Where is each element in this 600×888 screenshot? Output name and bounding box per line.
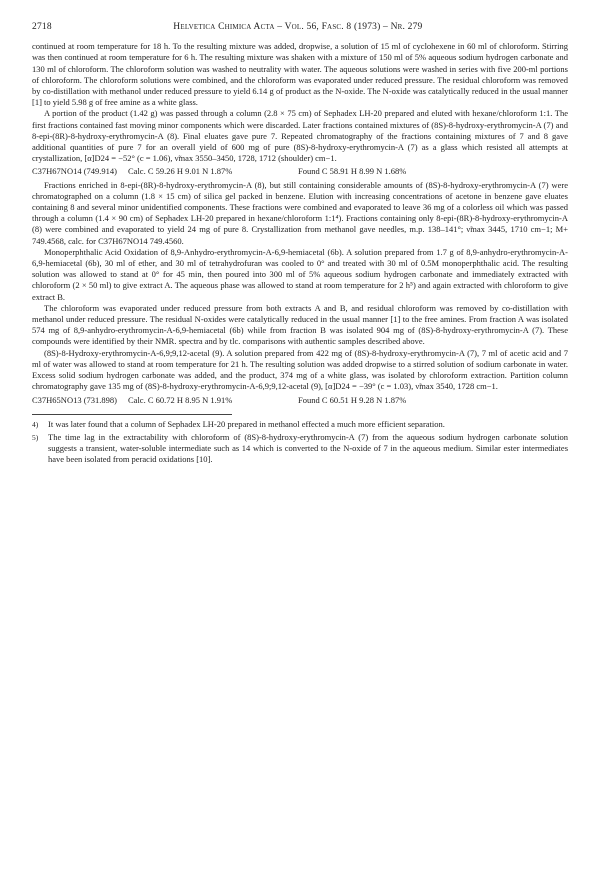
paragraph: The chloroform was evaporated under reduced pressure from both extracts A and B, and residual chloroform was removed by co-distillation with methanol under reduced pressure. The residual N-oxides were catalytically reduced in the usual manner [1] to the free amines. From fraction A was isolated 574 mg of 8,9-anhydro-erythromycin-A-6,9-hemiacetal (6b) while from fraction B was isolated 904 mg of (8S)-8-hydroxy-erythromycin-A (7). These compounds were identified by their NMR. spectra and by tlc. comparisons with authentic samples described above.	[32, 302, 568, 347]
running-header	[32, 22, 568, 33]
page-number: 2718	[32, 22, 52, 32]
elemental-analysis	[32, 166, 568, 177]
elemental-analysis	[32, 395, 568, 406]
paragraph: continued at room temperature for 18 h. To the resulting mixture was added, dropwise, a solution of 15 ml of cyclohexene in 60 ml of chloroform. Stirring was then continued at room temperature for 6 h. The resulting mixture was shaken with a mixture of 150 ml of 5% aqueous sodium hydrogen carbonate and 130 ml of chloroform. The chloroform solution was washed to neutrality with water. The aqueous solutions were washed in series with five 200-ml portions of chloroform. The chloroform solutions were combined, and the chloroform was evaporated under reduced pressure. The residual chloroform was removed by co-distillation with methanol under reduced pressure to yield 6.14 g of product as the N-oxide. The N-oxide was catalytically reduced in the usual manner [1] to yield 5.98 g of free amine as a white glass.	[32, 41, 568, 108]
footnote-divider	[32, 414, 232, 415]
molecular-formula: C37H67NO14 (749.914)	[32, 166, 117, 177]
calculated-values: Calc. C 59.26 H 9.01 N 1.87%	[128, 166, 233, 177]
paragraph: Fractions enriched in 8-epi-(8R)-8-hydroxy-erythromycin-A (8), but still containing considerable amounts of (8S)-8-hydroxy-erythromycin-A (7) were chromatographed on a column (1.8 × 15 cm) of silica gel packed in benzene. Elution with increasing concentrations of acetone in benzene gave eluates containing 8 and several minor unidentified components. These fractions were combined and evaporated to leave 36 mg of a colorless oil which was passed through a column (1.4 × 90 cm) of Sephadex LH-20 prepared in hexane/chloroform 1:1⁴). Fractions containing only 8-epi-(8R)-8-hydroxy-erythromycin-A (8) were combined and evaporated to yield 24 mg of pure 8. Crystallization from methanol gave needles, m.p. 138–141°; ν̃max 3445, 1710 cm−1; M+ 749.4568, calc. for C37H67NO14 749.4560.	[32, 179, 568, 246]
paragraph: A portion of the product (1.42 g) was passed through a column (2.8 × 75 cm) of Sephadex LH-20 prepared and eluted with hexane/chloroform 1:1. The first fractions contained fast moving minor components which were discarded. Later fractions contained mixtures of (8S)-8-hydroxy-erythromycin-A (7) and 8-epi-(8R)-8-hydroxy-erythromycin-A (8). Final eluates gave pure 7. Repeated chromatography of the fractions containing mixtures of 7 and 8 gave additional quantities of pure 7 for an overall yield of 600 mg of pure (8S)-8-hydroxy-erythromycin-A (7) as a glass which resisted all attempts at crystallization, [α]D24 = −52° (c = 1.06), ν̃max 3550–3450, 1728, 1712 (shoulder) cm−1.	[32, 108, 568, 164]
paragraph: Monoperphthalic Acid Oxidation of 8,9-Anhydro-erythromycin-A-6,9-hemiacetal (6b). A solution prepared from 1.7 g of 8,9-anhydro-erythromycin-A-6,9-hemiacetal (6b), 30 ml of ether, and 30 ml of tetrahydrofuran was cooled to 0° and treated with 30 ml of 0.5M monoperphthalic acid. The resulting solution was allowed to stand at 0° for 45 min, then poured into 300 ml of 5% aqueous sodium hydrogen carbonate and immediately extracted with chloroform (2 × 50 ml) to give extract A. The aqueous phase was allowed to stand at room temperature for 2 h⁵) and again extracted with chloroform to give extract B.	[32, 246, 568, 302]
footnote-mark: 4)	[32, 419, 39, 429]
footnote-text: It was later found that a column of Sephadex LH-20 prepared in methanol effected a much more efficient separation.	[48, 418, 445, 429]
footnote-mark: 5)	[32, 432, 39, 442]
journal-title: Helvetica Chimica Acta – Vol. 56, Fasc. 8 (1973) – Nr. 279	[173, 22, 423, 32]
calculated-values: Calc. C 60.72 H 8.95 N 1.91%	[128, 394, 233, 405]
found-values: Found C 58.91 H 8.99 N 1.68%	[298, 166, 407, 177]
footnote	[32, 419, 568, 430]
footnote	[32, 432, 568, 466]
document-page	[32, 22, 568, 468]
found-values: Found C 60.51 H 9.28 N 1.87%	[298, 394, 407, 405]
molecular-formula: C37H65NO13 (731.898)	[32, 394, 117, 405]
footnote-text: The time lag in the extractability with chloroform of (8S)-8-hydroxy-erythromycin-A (7) from the aqueous sodium hydrogen carbonate solution suggests a transient, water-soluble intermediate such as 14 which is converted to the N-oxide of 7 in the aqueous medium. Similar ester intermediates have been isolated from peracid oxidations [10].	[48, 431, 568, 465]
paragraph: (8S)-8-Hydroxy-erythromycin-A-6,9;9,12-acetal (9). A solution prepared from 422 mg of (8S)-8-hydroxy-erythromycin-A (7), 7 ml of acetic acid and 7 ml of water was allowed to stand at room temperature for 21 h. The resulting solution was added dropwise to a stirred solution of sodium carbonate in water. Excess solid sodium hydrogen carbonate was added, and the product, 374 mg of a white glass, was isolated by chloroform extraction. Partition column chromatography gave 135 mg of (8S)-8-hydroxy-erythromycin-A-6,9;9,12-acetal (9), [α]D24 = −39° (c = 1.03), ν̃max 3540, 1728 cm−1.	[32, 347, 568, 392]
